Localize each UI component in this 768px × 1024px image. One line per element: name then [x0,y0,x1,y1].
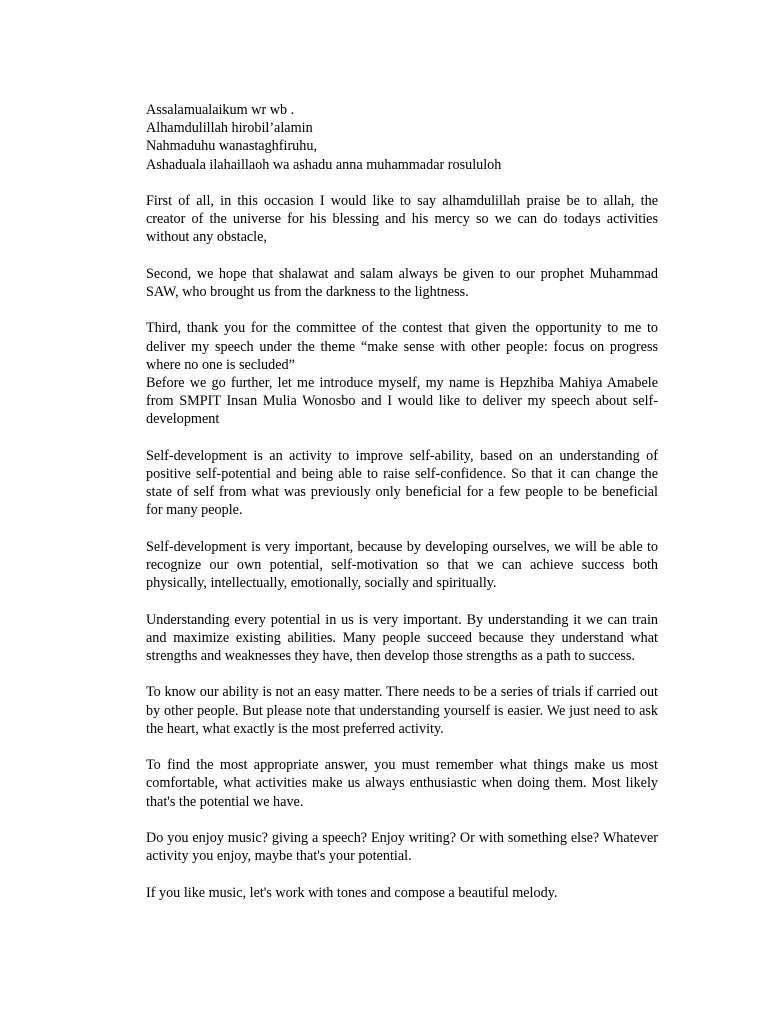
speech-text [146,101,658,902]
greeting-line-4: Ashaduala ilahaillaoh wa ashadu anna muhammadar rosululoh [146,156,502,173]
paragraph-gap [146,665,658,683]
paragraph-understanding-potential: Understanding every potential in us is very important. By understanding it we can train and maximize existing abilities. Many people succeed because they understand what strengths and weaknesses they have, then develop those strengths as a path to success. [146,611,658,664]
greeting-line-2: Alhamdulillah hirobil’alamin [146,120,313,137]
paragraph-gap [146,301,658,319]
paragraph-gap [146,247,658,265]
paragraph-music: If you like music, let's work with tones and compose a beautiful melody. [146,884,558,901]
greeting-line-1: Assalamualaikum wr wb . [146,102,295,118]
paragraph-opening-praise: First of all, in this occasion I would like to say alhamdulillah praise be to allah, the creator of the universe for his blessing and his mercy so we can do todays activities without any obstacle, [146,193,658,246]
paragraph-finding-answer: To find the most appropriate answer, you must remember what things make us most comfortable, what activities make us always enthusiastic when doing them. Most likely that's the potential we have. [146,757,658,810]
greeting-line-3: Nahmaduhu wanastaghfiruhu, [146,138,317,155]
paragraph-introduction: Before we go further, let me introduce myself, my name is Hepzhiba Mahiya Amabele from SMPIT Insan Mulia Wonosbo and I would like to deliver my speech about self-development [146,375,658,428]
paragraph-gap [146,738,658,756]
paragraph-gap [146,174,658,192]
paragraph-self-development-importance: Self-development is very important, because by developing ourselves, we will be able to recognize our own potential, self-motivation so that we can achieve success both physically, intellectually, emotionally, socially and spiritually. [146,538,658,592]
paragraph-gap [146,520,658,538]
paragraph-enjoy-questions: Do you enjoy music? giving a speech? Enjoy writing? Or with something else? Whatever activity you enjoy, maybe that's your potential. [146,829,658,865]
paragraph-gap [146,592,658,610]
paragraph-thanks-committee: Third, thank you for the committee of the contest that given the opportunity to me to deliver my speech under the theme “make sense with other people: focus on progress where no one is secluded” [146,320,658,373]
paragraph-knowing-ability: To know our ability is not an easy matter. There needs to be a series of trials if carried out by other people. But please note that understanding yourself is easier. We just need to ask the heart, what exactly is the most preferred activity. [146,684,658,737]
paragraph-gap [146,865,658,883]
paragraph-gap [146,429,658,447]
paragraph-self-development-definition: Self-development is an activity to improve self-ability, based on an understanding of positive self-potential and being able to raise self-confidence. So that it can change the state of self from what was previously only beneficial for a few people to be beneficial for many people. [146,447,658,519]
paragraph-shalawat: Second, we hope that shalawat and salam always be given to our prophet Muhammad SAW, who brought us from the darkness to the lightness. [146,265,658,300]
paragraph-gap [146,811,658,829]
